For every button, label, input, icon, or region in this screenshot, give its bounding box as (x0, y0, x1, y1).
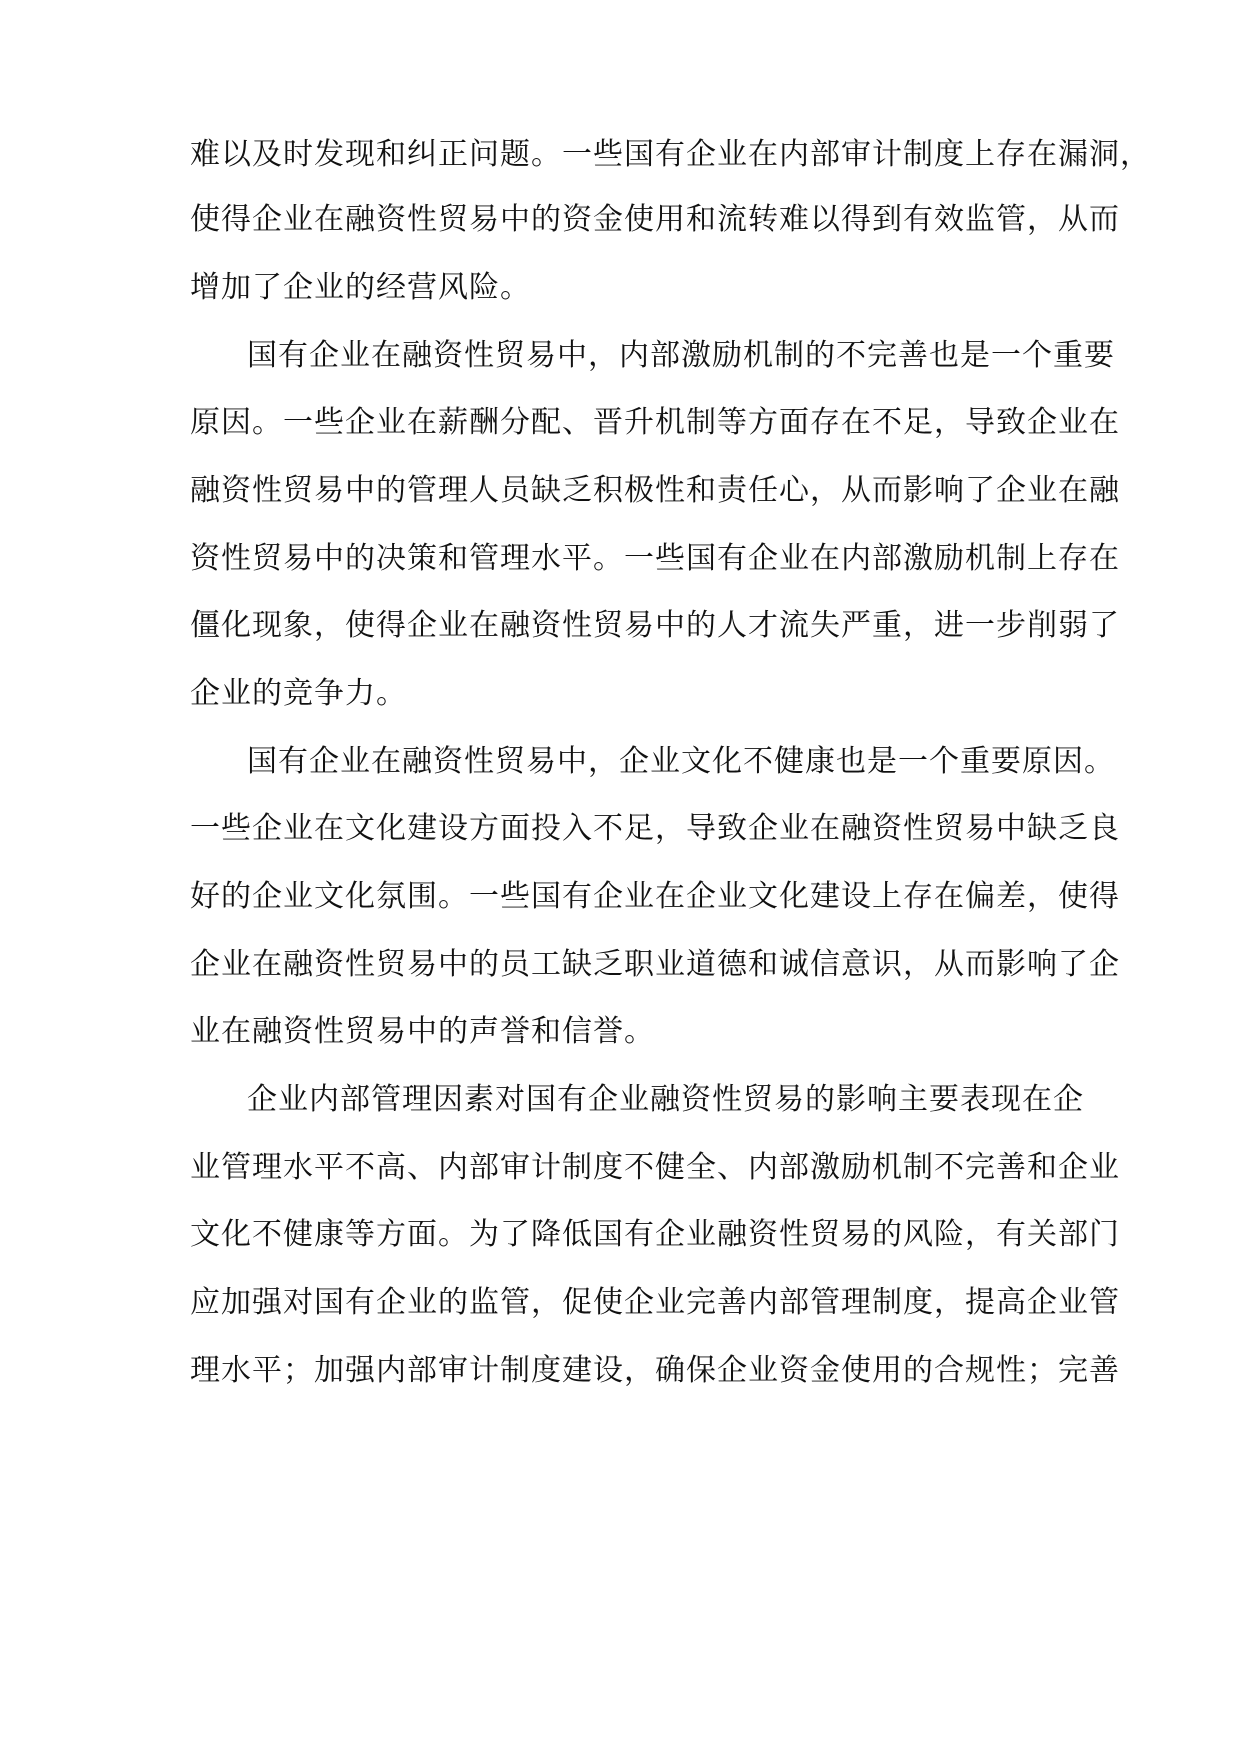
text-line: 僵化现象，使得企业在融资性贸易中的人才流失严重，进一步削弱了 (190, 608, 1120, 643)
paragraph-first-line: 国有企业在融资性贸易中，内部激励机制的不完善也是一个重要 (247, 338, 1115, 373)
text-line: 业在融资性贸易中的声誉和信誉。 (190, 1014, 655, 1049)
text-line: 增加了企业的经营风险。 (190, 270, 531, 305)
text-line: 企业在融资性贸易中的员工缺乏职业道德和诚信意识，从而影响了企 (190, 947, 1120, 982)
text-line: 好的企业文化氛围。一些国有企业在企业文化建设上存在偏差，使得 (190, 879, 1120, 914)
text-line: 原因。一些企业在薪酬分配、晋升机制等方面存在不足，导致企业在 (190, 405, 1120, 440)
text-line: 资性贸易中的决策和管理水平。一些国有企业在内部激励机制上存在 (190, 541, 1120, 576)
paragraph-first-line: 国有企业在融资性贸易中，企业文化不健康也是一个重要原因。 (247, 744, 1115, 779)
text-line: 企业的竞争力。 (190, 676, 407, 711)
text-line: 使得企业在融资性贸易中的资金使用和流转难以得到有效监管，从而 (190, 202, 1120, 237)
text-line: 融资性贸易中的管理人员缺乏积极性和责任心，从而影响了企业在融 (190, 473, 1120, 508)
text-line: 文化不健康等方面。为了降低国有企业融资性贸易的风险，有关部门 (190, 1217, 1120, 1252)
text-line: 难以及时发现和纠正问题。一些国有企业在内部审计制度上存在漏洞， (190, 137, 1151, 172)
paragraph-first-line: 企业内部管理因素对国有企业融资性贸易的影响主要表现在企 (247, 1082, 1084, 1117)
text-line: 应加强对国有企业的监管，促使企业完善内部管理制度，提高企业管 (190, 1285, 1120, 1320)
text-line: 业管理水平不高、内部审计制度不健全、内部激励机制不完善和企业 (190, 1150, 1120, 1185)
text-line: 理水平；加强内部审计制度建设，确保企业资金使用的合规性；完善 (190, 1353, 1120, 1388)
text-line: 一些企业在文化建设方面投入不足，导致企业在融资性贸易中缺乏良 (190, 811, 1120, 846)
